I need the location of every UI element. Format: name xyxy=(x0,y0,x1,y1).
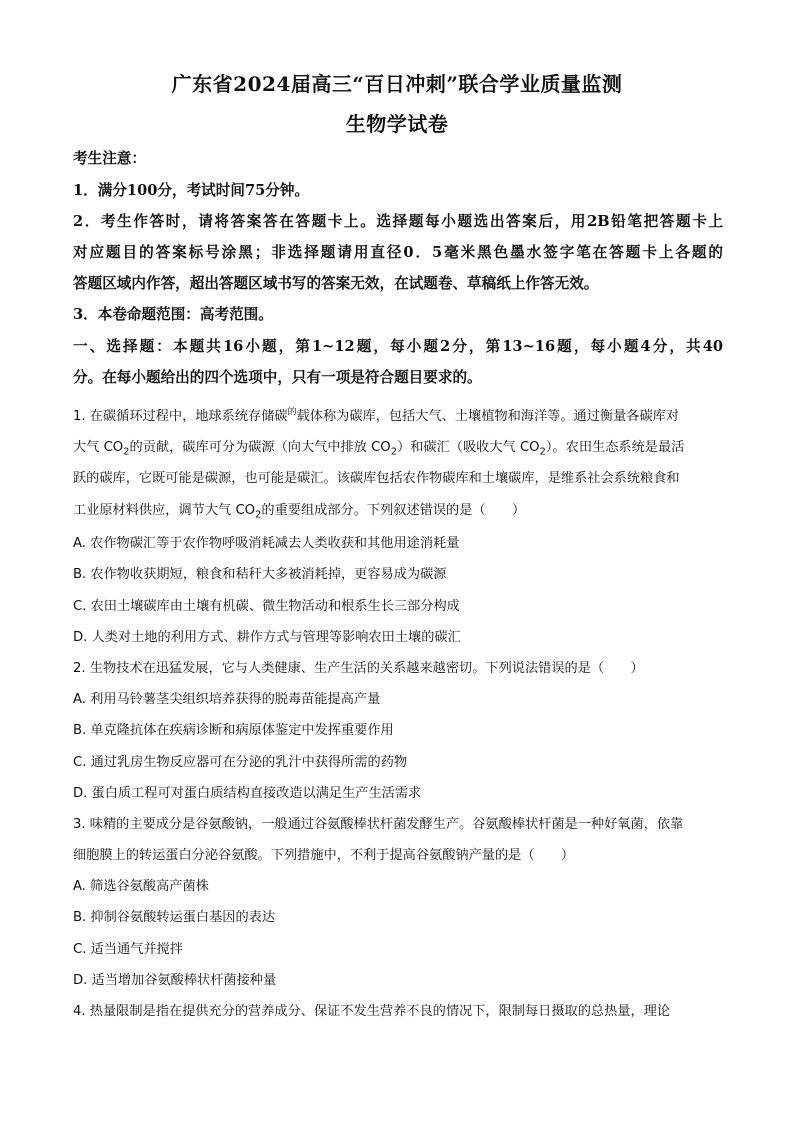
notice-item-2-line-2: 对应题目的答案标号涂黑；非选择题请用直径0．5毫米黑色墨水签字笔在答题卡上各题的 xyxy=(73,244,723,261)
q2-option-b: B. 单克隆抗体在疾病诊断和病原体鉴定中发挥重要作用 xyxy=(73,723,394,738)
q3-stem-line-1: 3. 味精的主要成分是谷氨酸钠，一般通过谷氨酸棒状杆菌发酵生产。谷氨酸棒状杆菌是一种好氧菌，依靠 xyxy=(73,817,684,832)
notice-item-1: 1．满分100分，考试时间75分钟。 xyxy=(73,182,310,199)
q1-stem-text: 的重要组成部分。下列叙述错误的是（ ） xyxy=(261,503,526,518)
q2-option-d: D. 蛋白质工程可对蛋白质结构直接改造以满足生产生活需求 xyxy=(73,786,422,801)
q2-stem: 2. 生物技术在迅猛发展，它与人类健康、生产生活的关系越来越密切。下列说法错误的是（ ） xyxy=(73,661,644,676)
notice-heading: 考生注意： xyxy=(73,150,146,167)
q1-stem-text: ）和碳汇（吸收大气 CO xyxy=(397,440,540,455)
q2-option-a: A. 利用马铃薯茎尖组织培养获得的脱毒苗能提高产量 xyxy=(73,692,381,707)
notice-item-2-line-1: 2．考生作答时，请将答案答在答题卡上。选择题每小题选出答案后，用2B铅笔把答题卡上 xyxy=(73,213,723,230)
notice-item-3: 3．本卷命题范围：高考范围。 xyxy=(73,306,273,323)
q1-stem-text: ）。农田生态系统是最活 xyxy=(545,440,685,455)
q3-option-d: D. 适当增加谷氨酸棒状杆菌接种量 xyxy=(73,973,277,988)
q1-stem-text: 载体称为碳库，包括大气、土壤植物和海洋等。通过衡量各碳库对 xyxy=(296,409,680,424)
section-heading-line-1: 一、选择题：本题共16小题，第1~12题，每小题2分，第13~16题，每小题4分，共40 xyxy=(73,338,723,355)
q1-option-b: B. 农作物收获期短，粮食和秸秆大多被消耗掉，更容易成为碳源 xyxy=(73,567,447,582)
q2-option-c: C. 通过乳房生物反应器可在分泌的乳汁中获得所需的药物 xyxy=(73,755,408,770)
q1-superscript-mark: 的 xyxy=(287,407,297,418)
q4-stem-line-1: 4. 热量限制是指在提供充分的营养成分、保证不发生营养不良的情况下，限制每日摄取的总热量，理论 xyxy=(73,1004,671,1019)
co2-subscript: 2 xyxy=(390,446,398,458)
q1-stem-line-2 xyxy=(73,437,723,459)
co2-subscript: 2 xyxy=(123,446,130,458)
q1-stem-text: 大气 CO xyxy=(73,440,124,455)
q1-stem-line-1 xyxy=(73,406,723,428)
co2-subscript: 2 xyxy=(255,509,262,521)
co2-subscript: 2 xyxy=(539,446,546,458)
q1-option-a: A. 农作物碳汇等于农作物呼吸消耗减去人类收获和其他用途消耗量 xyxy=(73,536,460,551)
section-heading-line-2: 分。在每小题给出的四个选项中，只有一项是符合题目要求的。 xyxy=(73,369,482,386)
q3-option-c: C. 适当通气并搅拌 xyxy=(73,942,183,957)
exam-subject-title: 生物学试卷 xyxy=(345,112,449,136)
exam-title: 广东省2024届高三“百日冲刺”联合学业质量监测 xyxy=(171,72,623,96)
q3-option-a: A. 筛选谷氨酸高产菌株 xyxy=(73,879,209,894)
notice-item-2-line-3: 答题区域内作答，超出答题区域书写的答案无效，在试题卷、草稿纸上作答无效。 xyxy=(73,275,599,292)
q1-option-d: D. 人类对土地的利用方式、耕作方式与管理等影响农田土壤的碳汇 xyxy=(73,630,461,645)
q1-stem-line-3: 跃的碳库，它既可能是碳源，也可能是碳汇。该碳库包括农作物碳库和土壤碳库，是维系社会系统粮食和 xyxy=(73,471,680,486)
q1-stem-text: 1. 在碳循环过程中，地球系统存储碳 xyxy=(73,409,288,424)
q1-option-c: C. 农田土壤碳库由土壤有机碳、微生物活动和根系生长三部分构成 xyxy=(73,599,460,614)
q3-option-b: B. 抑制谷氨酸转运蛋白基因的表达 xyxy=(73,910,276,925)
q1-stem-text: 的贡献，碳库可分为碳源（向大气中排放 CO xyxy=(129,440,391,455)
q3-stem-line-2: 细胞膜上的转运蛋白分泌谷氨酸。下列措施中，不利于提高谷氨酸钠产量的是（ ） xyxy=(73,848,575,863)
q1-stem-text: 工业原材料供应，调节大气 CO xyxy=(73,503,256,518)
q1-stem-line-4 xyxy=(73,500,723,522)
